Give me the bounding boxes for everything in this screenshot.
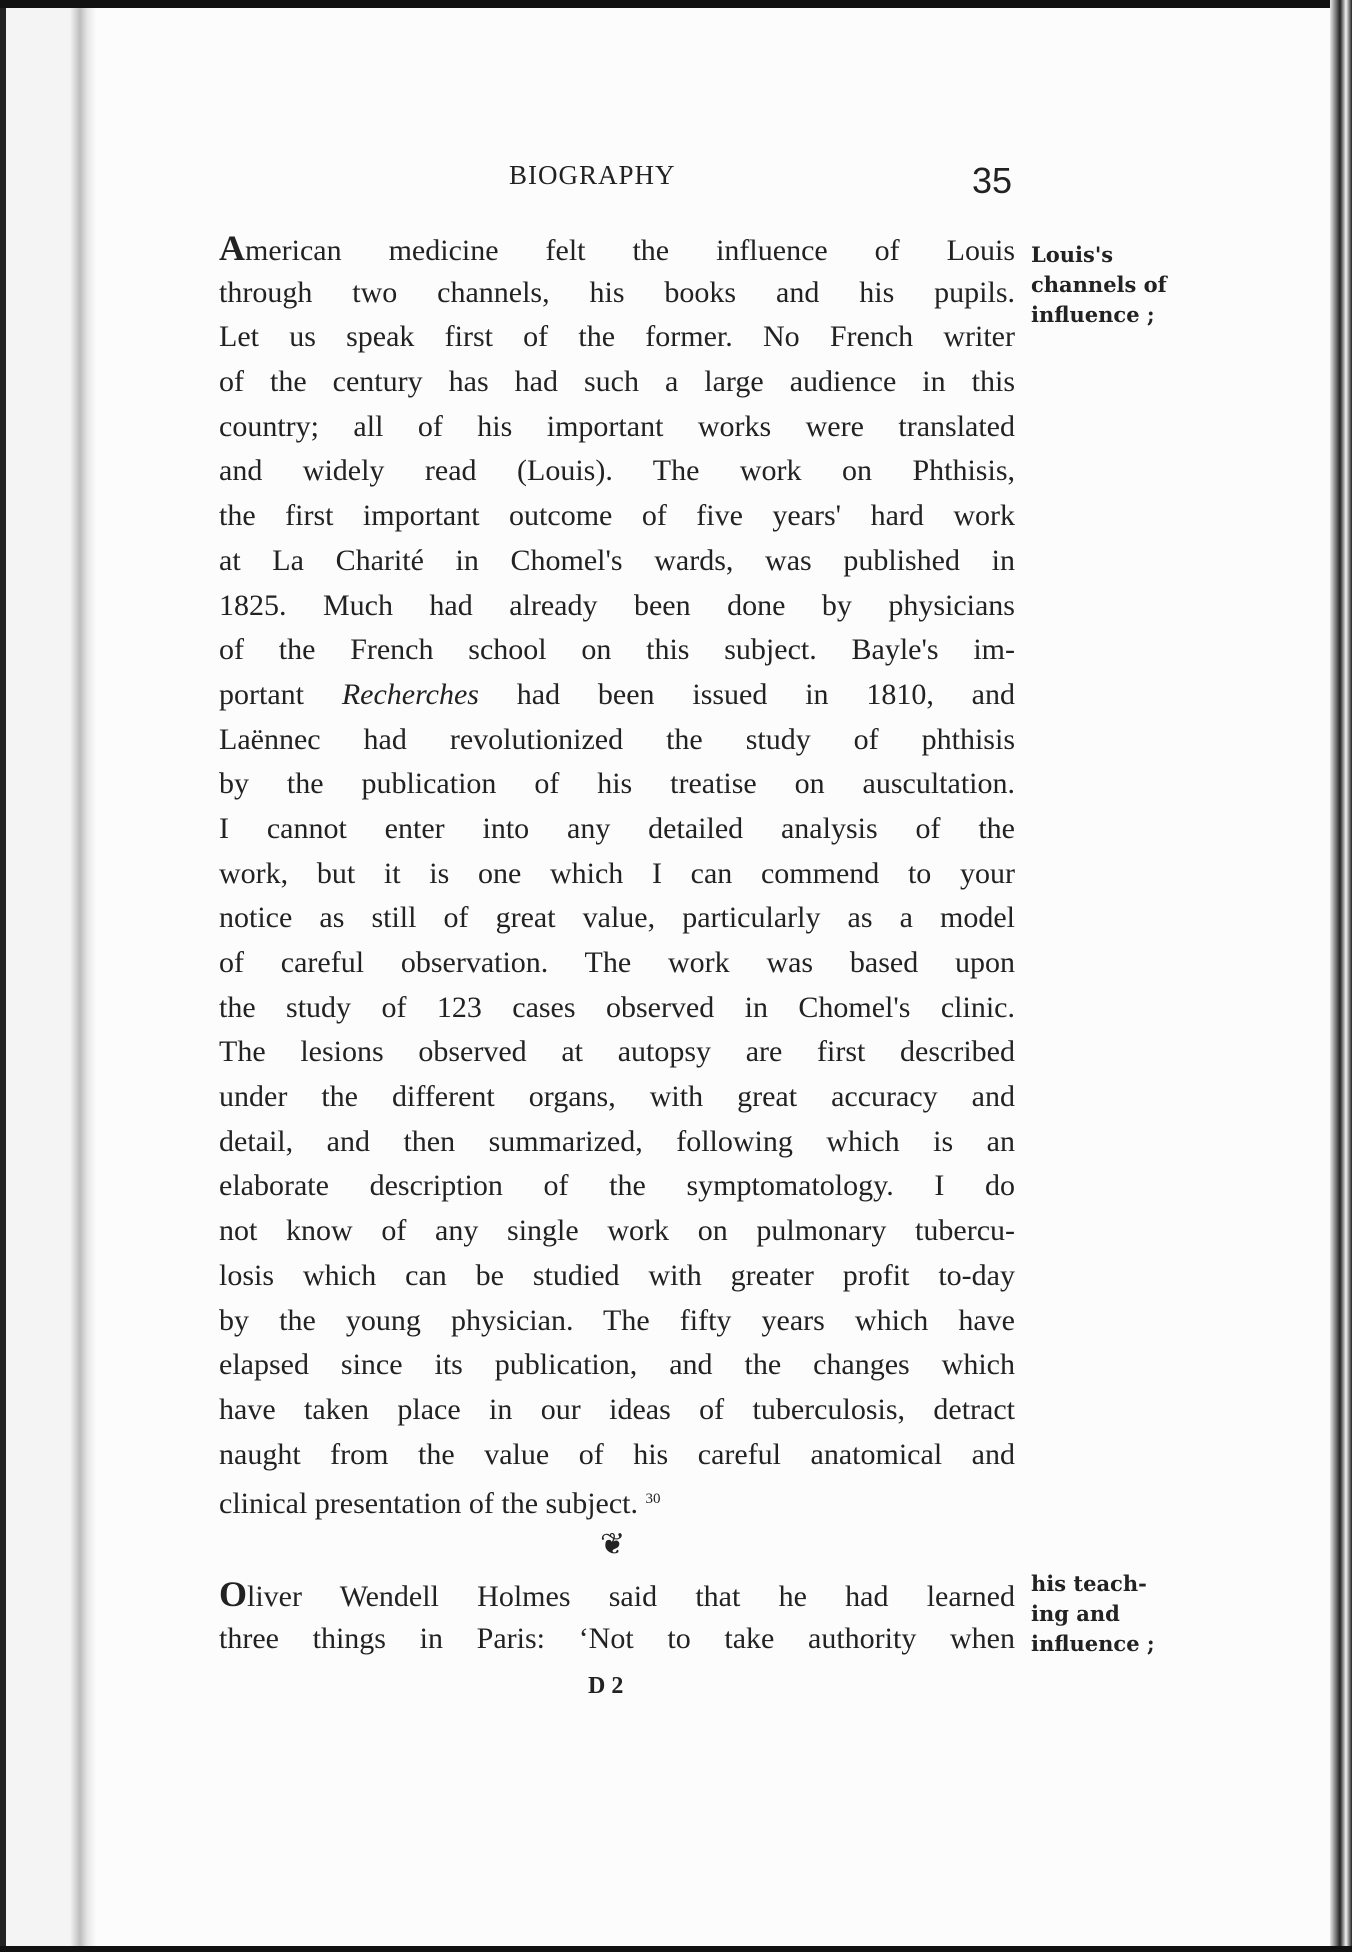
text-line: of the century has had such a large audience in this — [219, 365, 1015, 399]
text-line: 1825. Much had already been done by physicians — [219, 588, 1015, 622]
text-line: have taken place in our ideas of tuberculosis, detract — [219, 1392, 1015, 1426]
signature-mark: D 2 — [588, 1673, 624, 1699]
text-line: the first important outcome of five years' hard work — [219, 499, 1015, 533]
text-line: elaborate description of the symptomatology. I do — [219, 1169, 1015, 1203]
text-line: clinical presentation of the subject. $^{30}$ — [219, 1487, 661, 1521]
sidenote-line: his teach- — [1031, 1571, 1147, 1596]
text-line: American medicine felt the influence of Louis — [219, 228, 1015, 268]
text-line: portant Recherches had been issued in 1810, and — [219, 677, 1015, 711]
italic-title: Recherches — [341, 677, 479, 711]
page-right-edge — [1330, 0, 1352, 1952]
text-line: under the different organs, with great accuracy and — [219, 1080, 1015, 1114]
text-line: elapsed since its publication, and the changes which — [219, 1348, 1015, 1382]
text-line: of the French school on this subject. Bayle's im- — [219, 633, 1015, 667]
drop-cap: A — [219, 228, 245, 268]
scan-left-border — [0, 0, 6, 1952]
scan-bottom-border — [0, 1946, 1352, 1952]
text-line: Oliver Wendell Holmes said that he had learned — [219, 1574, 1015, 1614]
text-line: losis which can be studied with greater profit to-day — [219, 1258, 1015, 1292]
sidenote-line: influence ; — [1031, 302, 1155, 327]
text-line: three things in Paris: ‘Not to take authority when — [219, 1621, 1015, 1655]
left-page-edge — [0, 0, 96, 1952]
text-line: through two channels, his books and his pupils. — [219, 275, 1015, 309]
text-line: and widely read (Louis). The work on Phthisis, — [219, 454, 1015, 488]
sidenote-teaching — [1031, 1569, 1155, 1659]
text-line: Let us speak first of the former. No French writer — [219, 320, 1015, 354]
sidenote-line: ing and — [1031, 1601, 1120, 1626]
text-line: the study of 123 cases observed in Chomel's clinic. — [219, 990, 1015, 1024]
paragraph-holmes — [219, 1572, 1015, 1661]
fleuron-ornament: ❦ — [600, 1528, 626, 1561]
sidenote-line: Louis's — [1031, 242, 1114, 267]
text-line: by the young physician. The fifty years which have — [219, 1303, 1015, 1337]
page-number: 35 — [972, 160, 1013, 201]
text-line: by the publication of his treatise on auscultation. — [219, 767, 1015, 801]
sidenote-louis-channels — [1031, 240, 1167, 330]
footnote-ref: 30 — [645, 1491, 661, 1508]
drop-cap: O — [219, 1574, 248, 1614]
text-line: country; all of his important works were translated — [219, 409, 1015, 443]
text-line: not know of any single work on pulmonary tubercu- — [219, 1214, 1015, 1248]
text-line: Laënnec had revolutionized the study of phthisis — [219, 722, 1015, 756]
scan-top-border — [0, 0, 1352, 8]
text-line: of careful observation. The work was based upon — [219, 946, 1015, 979]
text-line: detail, and then summarized, following which is an — [219, 1124, 1015, 1158]
running-title: BIOGRAPHY — [509, 160, 676, 190]
text-line: I cannot enter into any detailed analysis of the — [219, 811, 1015, 845]
text-line: The lesions observed at autopsy are first described — [219, 1035, 1015, 1069]
text-line: naught from the value of his careful anatomical and — [219, 1437, 1015, 1471]
paragraph-louis — [219, 226, 1015, 1522]
text-line: at La Charité in Chomel's wards, was published in — [219, 543, 1015, 577]
sidenote-line: channels of — [1031, 272, 1167, 297]
text-line: notice as still of great value, particularly as a model — [219, 901, 1015, 935]
text-line: work, but it is one which I can commend to your — [219, 856, 1015, 890]
sidenote-line: influence ; — [1031, 1631, 1155, 1656]
